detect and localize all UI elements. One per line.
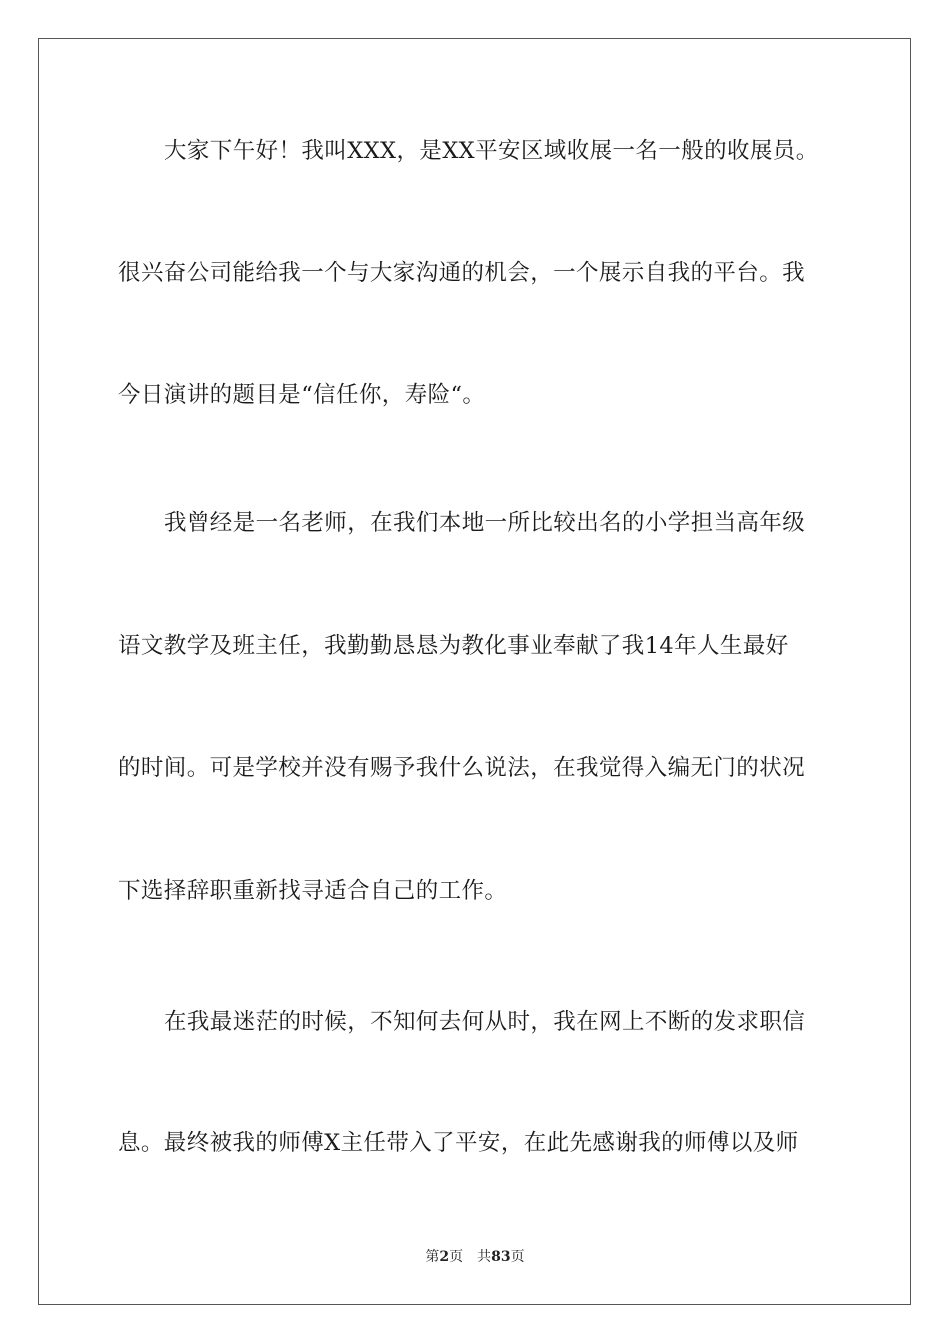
paragraph-2-line-1: 我曾经是一名老师，在我们本地一所比较出名的小学担当高年级 xyxy=(164,510,806,536)
total-pages: 83 xyxy=(491,1249,511,1265)
paragraph-3-line-2: 息。最终被我的师傅X主任带入了平安，在此先感谢我的师傅以及师 xyxy=(118,1130,799,1156)
page-suffix: 页 xyxy=(449,1249,464,1265)
paragraph-1-line-3: 今日演讲的题目是“信任你，寿险“。 xyxy=(118,382,486,408)
total-suffix: 页 xyxy=(510,1249,525,1265)
page-border xyxy=(38,38,911,1305)
paragraph-2-line-3: 的时间。可是学校并没有赐予我什么说法，在我觉得入编无门的状况 xyxy=(118,755,806,781)
total-prefix: 共 xyxy=(477,1249,492,1265)
page-footer xyxy=(0,1247,950,1267)
page-number: 2 xyxy=(439,1249,450,1265)
paragraph-1-line-1: 大家下午好！我叫XXX，是XX平安区域收展一名一般的收展员。 xyxy=(164,138,819,164)
paragraph-1-line-2: 很兴奋公司能给我一个与大家沟通的机会，一个展示自我的平台。我 xyxy=(118,260,806,286)
paragraph-2-line-2: 语文教学及班主任，我勤勤恳恳为教化事业奉献了我14年人生最好 xyxy=(118,633,789,659)
paragraph-2-line-4: 下选择辞职重新找寻适合自己的工作。 xyxy=(118,878,508,904)
paragraph-3-line-1: 在我最迷茫的时候，不知何去何从时，我在网上不断的发求职信 xyxy=(164,1009,806,1035)
page-prefix: 第 xyxy=(425,1249,440,1265)
